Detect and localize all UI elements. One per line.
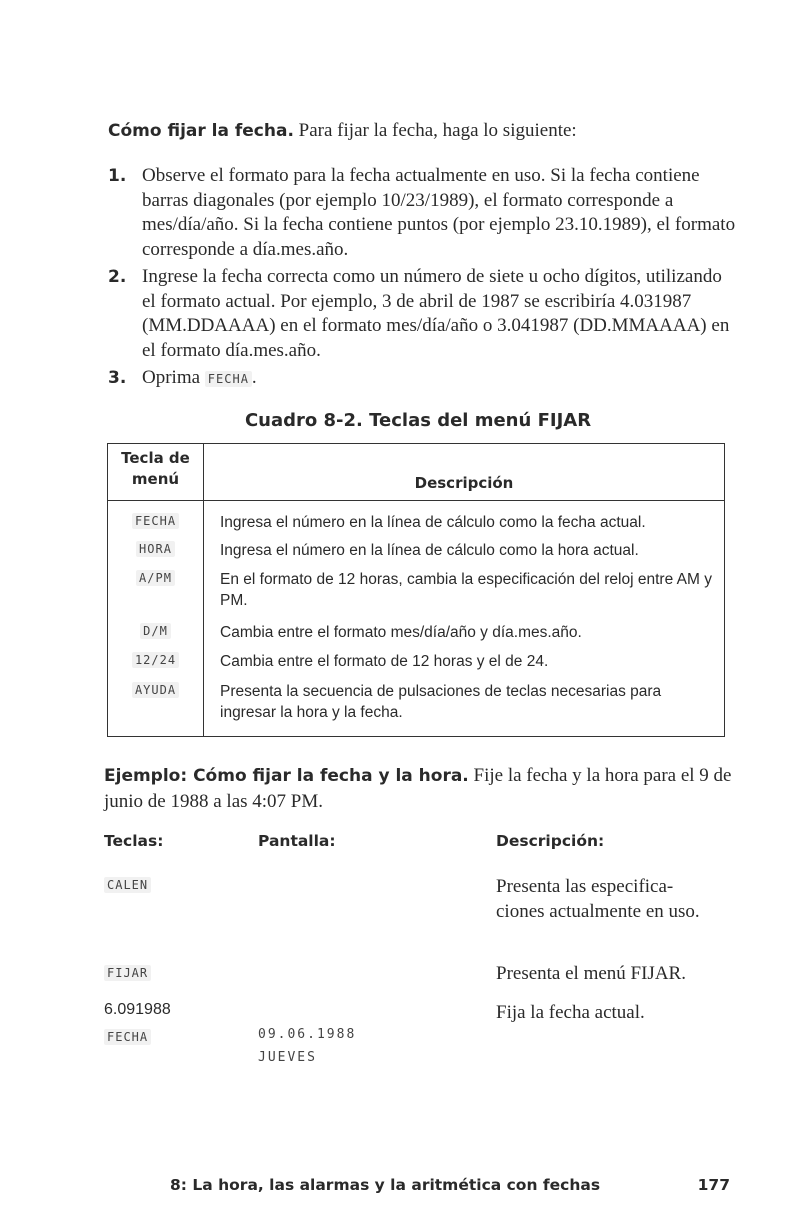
row-description: Ingresa el número en la línea de cálculo como la fecha actual. xyxy=(220,514,646,531)
description-column-header: Descripción: xyxy=(496,832,605,850)
step-text: Oprima xyxy=(142,367,201,388)
page-number: 177 xyxy=(697,1176,730,1194)
table-caption: Cuadro 8-2. Teclas del menú FIJAR xyxy=(244,410,592,431)
step-number: 2. xyxy=(108,267,127,287)
calen-key: CALEN xyxy=(104,877,151,893)
menu-table xyxy=(107,443,725,737)
steps-list xyxy=(108,164,738,394)
example-input: 6.091988 xyxy=(104,1001,171,1018)
row-description: Cambia entre el formato mes/día/año y día.mes.año. xyxy=(220,624,582,641)
am-pm-key: A/PM xyxy=(136,570,175,586)
example-desc-2: Presenta el menú FIJAR. xyxy=(496,963,686,984)
example-desc-1: Presenta las especifica-ciones actualmente en uso. xyxy=(496,876,700,922)
row-description: Ingresa el número en la línea de cálculo como la hora actual. xyxy=(220,542,639,559)
page-footer xyxy=(170,1176,730,1194)
fijar-key: FIJAR xyxy=(104,965,151,981)
example-paragraph xyxy=(104,763,734,814)
example-key-2 xyxy=(104,964,151,982)
list-item xyxy=(108,164,738,262)
example-text: Fije la fecha y la hora para el 9 de junio de 1988 a las 4:07 PM. xyxy=(104,765,732,812)
fecha-key: FECHA xyxy=(104,1029,151,1045)
list-item xyxy=(108,366,738,391)
table-header-description: Descripción xyxy=(414,474,514,492)
row-description: Cambia entre el formato de 12 horas y el de 24. xyxy=(220,653,549,670)
step-text: Observe el formato para la fecha actualmente en uso. Si la fecha contiene barras diagonales (por ejemplo 10/23/1989), el formato corresponde a mes/día/año. Si la fecha contiene puntos (por ejemplo 23.10.1989), el formato corresponde a día.mes.año. xyxy=(142,165,736,260)
header-rule xyxy=(108,500,724,501)
display-column-header: Pantalla: xyxy=(258,832,336,850)
hora-key: HORA xyxy=(136,541,175,557)
d-m-key: D/M xyxy=(140,623,171,639)
intro-heading: Cómo fijar la fecha. xyxy=(108,121,294,141)
ayuda-key: AYUDA xyxy=(132,682,179,698)
step-number: 1. xyxy=(108,166,127,186)
step-end: . xyxy=(251,367,257,388)
fecha-key: FECHA xyxy=(205,371,252,387)
example-desc-3: Fija la fecha actual. xyxy=(496,1002,645,1023)
display-line-2: JUEVES xyxy=(258,1050,317,1065)
step-text: Ingrese la fecha correcta como un número de siete u ocho dígitos, utilizando el formato actual. Por ejemplo, 3 de abril de 1987 se escribiría 4.031987 (MM.DDAAAA) en el formato mes/día/año o 3.041987 (DD.MMAAAA) en el formato día.mes.año. xyxy=(142,266,730,361)
example-heading: Ejemplo: Cómo fijar la fecha y la hora. xyxy=(104,766,469,786)
table-header-key: Tecla de menú xyxy=(121,449,190,488)
12-24-key: 12/24 xyxy=(132,652,179,668)
fecha-key: FECHA xyxy=(132,513,179,529)
example-key-1 xyxy=(104,876,151,894)
intro-paragraph xyxy=(108,118,738,144)
step-number: 3. xyxy=(108,368,127,388)
list-item xyxy=(108,265,738,363)
display-line-1: 09.06.1988 xyxy=(258,1027,357,1042)
row-description: Presenta la secuencia de pulsaciones de teclas necesarias para ingresar la hora y la fecha. xyxy=(220,683,662,721)
example-key-3 xyxy=(104,1028,151,1046)
keys-column-header: Teclas: xyxy=(104,832,164,850)
footer-text: 8: La hora, las alarmas y la aritmética con fechas xyxy=(170,1176,601,1194)
row-description: En el formato de 12 horas, cambia la especificación del reloj entre AM y PM. xyxy=(220,571,712,609)
intro-text: Para fijar la fecha, haga lo siguiente: xyxy=(298,120,577,141)
